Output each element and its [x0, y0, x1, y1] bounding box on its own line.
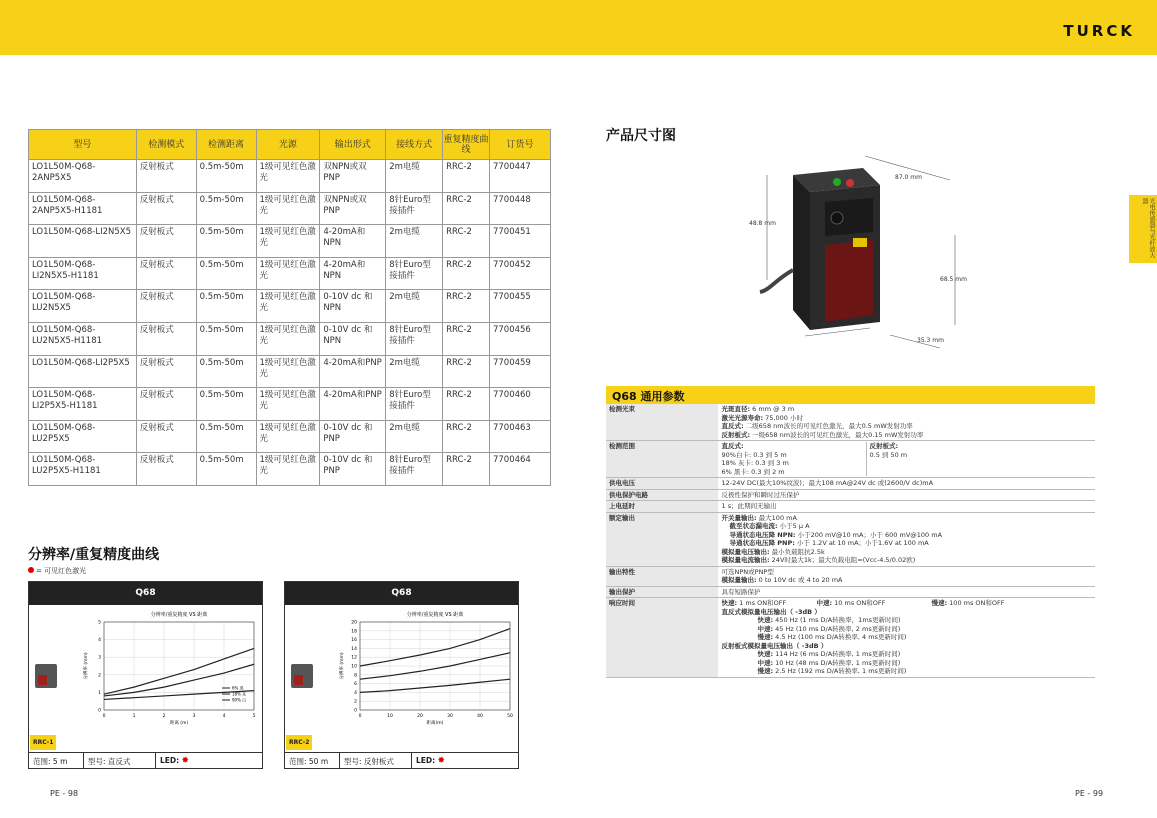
order-row — [29, 257, 551, 290]
param-line: 0.5 到 50 m — [869, 450, 908, 459]
param-key: 额定输出 — [606, 512, 718, 566]
order-cell: LO1L50M-Q68-LU2N5X5 — [29, 290, 137, 323]
legend-entry: 90% 白 — [232, 697, 247, 703]
order-row — [29, 290, 551, 323]
order-cell: RRC-2 — [443, 453, 490, 486]
sensor-product-image — [745, 150, 975, 350]
page-number-right: PE - 99 — [1075, 789, 1104, 798]
param-line: 中速: 10 ms ON和OFF — [816, 599, 886, 607]
param-row — [606, 501, 1095, 513]
order-cell: 8针Euro型接插件 — [386, 388, 443, 421]
order-cell: 双NPN或双PNP — [320, 192, 386, 225]
param-line: 反射板式: — [869, 442, 899, 450]
param-key: 供电电压 — [606, 478, 718, 490]
y-tick-label: 3 — [98, 655, 101, 661]
y-tick-label: 18 — [351, 629, 357, 635]
panel-footer — [29, 752, 262, 768]
order-cell: 0.5m-50m — [196, 257, 256, 290]
param-line: 6% 黑卡: 0.3 到 2 m — [721, 467, 785, 476]
x-tick-label: 50 — [507, 714, 513, 719]
legend-entry: 18% 灰 — [232, 691, 247, 697]
legend-entry: 6% 黑 — [232, 685, 244, 691]
y-tick-label: 12 — [351, 655, 357, 661]
x-tick-label: 10 — [387, 714, 393, 719]
y-tick-label: 1 — [98, 690, 101, 696]
order-cell: 7700451 — [489, 225, 550, 258]
order-cell: 8针Euro型接插件 — [386, 453, 443, 486]
order-cell: 8针Euro型接插件 — [386, 322, 443, 355]
order-row — [29, 160, 551, 193]
curve-panel-rrc2 — [284, 581, 519, 769]
order-cell: 0-10V dc 和PNP — [320, 453, 386, 486]
order-cell: LO1L50M-Q68-2ANP5X5-H1181 — [29, 192, 137, 225]
param-value — [718, 501, 1095, 513]
param-line: 可选NPN或PNP型 — [721, 567, 774, 576]
led-starburst-icon: ✸ — [181, 756, 190, 766]
y-tick-label: 4 — [354, 690, 357, 696]
param-row — [606, 441, 1095, 478]
curves-section-title: 分辨率/重复精度曲线 — [28, 547, 160, 563]
param-line: 中速: 10 Hz (48 ms D/A转换率, 1 ms更新时间) — [757, 658, 901, 667]
order-row — [29, 355, 551, 388]
chart-title: 分辨率/重复精度 VS 距离 — [150, 612, 208, 618]
chart-title: 分辨率/重复精度 VS 距离 — [406, 612, 464, 618]
param-value — [718, 489, 1095, 501]
param-line: 1 s；此期间无输出 — [721, 502, 777, 510]
order-cell: 1级可见红色激光 — [256, 322, 320, 355]
order-cell: 1级可见红色激光 — [256, 388, 320, 421]
order-cell: 0.5m-50m — [196, 290, 256, 323]
y-tick-label: 8 — [354, 673, 357, 679]
order-cell: 7700456 — [489, 322, 550, 355]
x-tick-label: 5 — [252, 714, 256, 719]
order-cell: 反射板式 — [136, 322, 196, 355]
led-starburst-icon: ✸ — [437, 756, 446, 766]
param-key: 输出特性 — [606, 566, 718, 586]
order-cell: LO1L50M-Q68-LU2P5X5-H1181 — [29, 453, 137, 486]
order-cell: LO1L50M-Q68-LI2N5X5-H1181 — [29, 257, 137, 290]
y-tick-label: 14 — [351, 646, 357, 652]
order-cell: 7700447 — [489, 160, 550, 193]
param-line: 慢速: 100 ms ON和OFF — [931, 599, 1005, 607]
param-line: 导通状态电压降 PNP: 小于 1.2V at 10 mA；小于1.6V at 100 mA — [729, 539, 929, 547]
order-cell: 8针Euro型接插件 — [386, 257, 443, 290]
order-cell: 2m电缆 — [386, 225, 443, 258]
param-value — [718, 478, 1095, 490]
y-axis-label: 分辨率 (mm) — [84, 652, 89, 680]
order-cell: 0-10V dc 和NPN — [320, 290, 386, 323]
led-label: LED: ✸ — [416, 756, 446, 766]
page-number-left: PE - 98 — [50, 789, 79, 798]
order-cell: 1级可见红色激光 — [256, 192, 320, 225]
order-cell: 0.5m-50m — [196, 420, 256, 453]
type-label: 型号: 反射板式 — [340, 753, 412, 768]
param-line: 快速: 450 Hz (1 ms D/A转换率，1ms更新时间) — [757, 616, 901, 624]
y-tick-label: 0 — [98, 708, 101, 714]
rrc-tag: RRC-1 — [30, 735, 56, 750]
dimensions-title: 产品尺寸图 — [606, 128, 676, 144]
param-line: 直反式: 二级658 nm波长的可见红色激光，最大0.5 mW发射功率 — [721, 422, 913, 430]
param-key: 供电保护电路 — [606, 489, 718, 501]
param-line: 90%白卡: 0.3 到 5 m — [721, 450, 787, 459]
param-row — [606, 566, 1095, 586]
order-cell: RRC-2 — [443, 225, 490, 258]
order-header-cell: 接线方式 — [386, 130, 443, 160]
order-cell: 4-20mA和PNP — [320, 355, 386, 388]
y-tick-label: 5 — [98, 620, 101, 626]
resolution-chart-rrc1 — [79, 608, 264, 728]
series-line — [360, 679, 510, 692]
order-cell: 反射板式 — [136, 290, 196, 323]
param-line: 直反式: — [721, 442, 744, 450]
order-cell: RRC-2 — [443, 257, 490, 290]
curve-panel-rrc1 — [28, 581, 263, 769]
order-header-cell: 光源 — [256, 130, 320, 160]
x-axis-label: 距离(m) — [426, 721, 444, 726]
order-row — [29, 453, 551, 486]
order-cell: 2m电缆 — [386, 355, 443, 388]
order-cell: 2m电缆 — [386, 290, 443, 323]
order-cell: 0.5m-50m — [196, 388, 256, 421]
order-cell: LO1L50M-Q68-LU2P5X5 — [29, 420, 137, 453]
param-row — [606, 586, 1095, 598]
order-cell: RRC-2 — [443, 160, 490, 193]
dim-side-label: 35.3 mm — [917, 337, 944, 344]
param-value — [718, 512, 1095, 566]
panel-title: Q68 — [29, 582, 262, 605]
order-cell: 反射板式 — [136, 355, 196, 388]
order-row — [29, 322, 551, 355]
x-tick-label: 0 — [102, 714, 106, 719]
order-cell: 反射板式 — [136, 420, 196, 453]
param-key: 输出保护 — [606, 586, 718, 598]
dim-width-label: 87.0 mm — [895, 174, 922, 181]
x-tick-label: 1 — [132, 714, 136, 719]
param-value — [718, 441, 1095, 478]
param-line: 18% 灰卡: 0.3 到 3 m — [721, 459, 789, 467]
param-value — [718, 598, 1095, 678]
x-tick-label: 40 — [477, 714, 483, 719]
param-key: 检测范围 — [606, 441, 718, 478]
param-line: 激光光源寿命: 75,000 小时 — [721, 413, 803, 422]
param-line: 慢速: 4.5 Hz (100 ms D/A转换率, 4 ms更新时间) — [757, 633, 907, 641]
y-tick-label: 4 — [98, 638, 101, 644]
sensor-thumbnail — [291, 664, 313, 688]
order-row — [29, 388, 551, 421]
order-cell: 7700448 — [489, 192, 550, 225]
order-cell: 7700464 — [489, 453, 550, 486]
order-header-cell: 重复精度曲线 — [443, 130, 490, 160]
order-header-cell: 输出形式 — [320, 130, 386, 160]
param-row — [606, 598, 1095, 678]
order-cell: 4-20mA和NPN — [320, 225, 386, 258]
sensor-thumbnail — [35, 664, 57, 688]
order-cell: RRC-2 — [443, 290, 490, 323]
param-line: 12-24V DC(最大10%纹波)；最大108 mA@24V dc 或(2600/V dc)mA — [721, 479, 934, 487]
param-value — [718, 566, 1095, 586]
order-cell: 7700463 — [489, 420, 550, 453]
order-cell: RRC-2 — [443, 420, 490, 453]
order-cell: 7700455 — [489, 290, 550, 323]
order-cell: 0.5m-50m — [196, 225, 256, 258]
order-cell: 反射板式 — [136, 388, 196, 421]
param-line: 反极性保护和瞬时过压保护 — [721, 490, 800, 499]
order-cell: 0.5m-50m — [196, 355, 256, 388]
order-cell: 2m电缆 — [386, 160, 443, 193]
order-cell: 反射板式 — [136, 192, 196, 225]
x-tick-label: 4 — [222, 714, 226, 719]
param-row — [606, 512, 1095, 566]
top-banner — [0, 0, 1157, 55]
order-cell: 7700459 — [489, 355, 550, 388]
param-key: 响应时间 — [606, 598, 718, 678]
order-cell: LO1L50M-Q68-LI2P5X5-H1181 — [29, 388, 137, 421]
dimension-drawing — [745, 150, 975, 350]
laser-legend-note: = 可见红色激光 — [28, 566, 86, 576]
param-line: 中速: 45 Hz (10 ms D/A转换率, 2 ms更新时间) — [757, 624, 901, 633]
x-axis-label: 距离 (m) — [169, 721, 189, 726]
order-cell: 1级可见红色激光 — [256, 355, 320, 388]
param-line: 直反式模拟量电压输出（ -3dB ） — [721, 607, 821, 616]
order-header-cell: 检测模式 — [136, 130, 196, 160]
y-tick-label: 20 — [351, 620, 357, 626]
param-line: 光斑直径: 6 mm @ 3 m — [721, 405, 795, 413]
brand-logo: TURCK — [1063, 22, 1135, 40]
dim-front-label: 75.6 mm — [812, 321, 839, 328]
param-row — [606, 478, 1095, 490]
y-tick-label: 0 — [354, 708, 357, 714]
order-header-cell: 型号 — [29, 130, 137, 160]
order-cell: 1级可见红色激光 — [256, 453, 320, 486]
panel-footer — [285, 752, 518, 768]
order-cell: 7700460 — [489, 388, 550, 421]
dim-depth-label: 68.5 mm — [940, 276, 967, 283]
resolution-chart-rrc2 — [335, 608, 520, 728]
param-line: 快速: 1 ms ON和OFF — [721, 599, 787, 607]
led-label: LED: ✸ — [160, 756, 190, 766]
type-label: 型号: 直反式 — [84, 753, 156, 768]
param-line: 模拟量电压输出: 最小负载阻抗2.5k — [721, 547, 825, 556]
dim-height-label: 48.8 mm — [749, 220, 776, 227]
order-cell: 0.5m-50m — [196, 453, 256, 486]
order-cell: 1级可见红色激光 — [256, 420, 320, 453]
y-tick-label: 10 — [351, 664, 357, 670]
order-header-cell: 检测距离 — [196, 130, 256, 160]
param-key: 检测光束 — [606, 404, 718, 441]
order-cell: 反射板式 — [136, 225, 196, 258]
order-cell: 双NPN或双PNP — [320, 160, 386, 193]
param-value — [718, 586, 1095, 598]
param-line: 具有短路保护 — [721, 587, 761, 596]
order-header-cell: 订货号 — [489, 130, 550, 160]
params-table — [606, 404, 1095, 678]
order-table — [28, 129, 551, 486]
order-cell: LO1L50M-Q68-LU2N5X5-H1181 — [29, 322, 137, 355]
param-value — [718, 404, 1095, 441]
series-line — [360, 629, 510, 666]
y-tick-label: 16 — [351, 638, 357, 644]
section-side-tab: 光电传感器与光纤放大器 — [1129, 195, 1157, 263]
order-cell: 8针Euro型接插件 — [386, 192, 443, 225]
param-key: 上电延时 — [606, 501, 718, 513]
x-tick-label: 3 — [192, 714, 196, 719]
param-line: 开关量输出: 最大100 mA — [721, 513, 797, 522]
order-cell: 4-20mA和NPN — [320, 257, 386, 290]
order-cell: RRC-2 — [443, 355, 490, 388]
order-cell: RRC-2 — [443, 322, 490, 355]
order-cell: 反射板式 — [136, 160, 196, 193]
order-cell: 1级可见红色激光 — [256, 290, 320, 323]
param-line: 模拟量电流输出: 24V时最大1k；最大负载电阻=(Vcc-4.5/0.02欧) — [721, 556, 916, 564]
param-line: 反射板式: 一级658 nm波长的可见红色激光，最大0.15 mW发射功率 — [721, 430, 924, 439]
order-cell: 0-10V dc 和PNP — [320, 420, 386, 453]
order-cell: 2m电缆 — [386, 420, 443, 453]
order-cell: 1级可见红色激光 — [256, 225, 320, 258]
param-line: 截至状态漏电流: 小于5 μ A — [729, 522, 810, 530]
params-title: Q68 通用参数 — [606, 386, 1095, 404]
y-tick-label: 6 — [354, 682, 357, 688]
order-cell: 4-20mA和PNP — [320, 388, 386, 421]
y-tick-label: 2 — [98, 673, 101, 679]
y-tick-label: 2 — [354, 699, 357, 705]
x-tick-label: 0 — [358, 714, 362, 719]
rrc-tag: RRC-2 — [286, 735, 312, 750]
param-line: 模拟量输出: 0 to 10V dc 或 4 to 20 mA — [721, 576, 843, 584]
order-row — [29, 420, 551, 453]
order-row — [29, 192, 551, 225]
order-cell: 0.5m-50m — [196, 322, 256, 355]
order-cell: RRC-2 — [443, 388, 490, 421]
panel-title: Q68 — [285, 582, 518, 605]
order-cell: 1级可见红色激光 — [256, 257, 320, 290]
order-cell: 0.5m-50m — [196, 192, 256, 225]
order-cell: 0-10V dc 和NPN — [320, 322, 386, 355]
param-line: 快速: 114 Hz (6 ms D/A转换率, 1 ms更新时间) — [757, 650, 901, 658]
order-cell: 反射板式 — [136, 257, 196, 290]
range-label: 范围: 5 m — [29, 753, 84, 768]
order-cell: LO1L50M-Q68-2ANP5X5 — [29, 160, 137, 193]
range-label: 范围: 50 m — [285, 753, 340, 768]
x-tick-label: 20 — [417, 714, 423, 719]
order-cell: RRC-2 — [443, 192, 490, 225]
order-cell: 0.5m-50m — [196, 160, 256, 193]
x-tick-label: 30 — [447, 714, 453, 719]
order-cell: 1级可见红色激光 — [256, 160, 320, 193]
param-row — [606, 489, 1095, 501]
param-line: 导通状态电压降 NPN: 小于200 mV@10 mA；小于 600 mV@100 mA — [729, 530, 943, 539]
laser-dot-icon — [28, 567, 34, 573]
param-row — [606, 404, 1095, 441]
order-cell: 7700452 — [489, 257, 550, 290]
param-line: 慢速: 2.5 Hz (192 ms D/A转换率, 1 ms更新时间) — [757, 667, 907, 675]
y-axis-label: 分辨率 (mm) — [340, 652, 345, 680]
order-cell: LO1L50M-Q68-LI2P5X5 — [29, 355, 137, 388]
param-line: 反射板式模拟量电压输出（ -3dB ） — [721, 641, 828, 650]
order-cell: LO1L50M-Q68-LI2N5X5 — [29, 225, 137, 258]
order-cell: 反射板式 — [136, 453, 196, 486]
x-tick-label: 2 — [162, 714, 166, 719]
order-row — [29, 225, 551, 258]
